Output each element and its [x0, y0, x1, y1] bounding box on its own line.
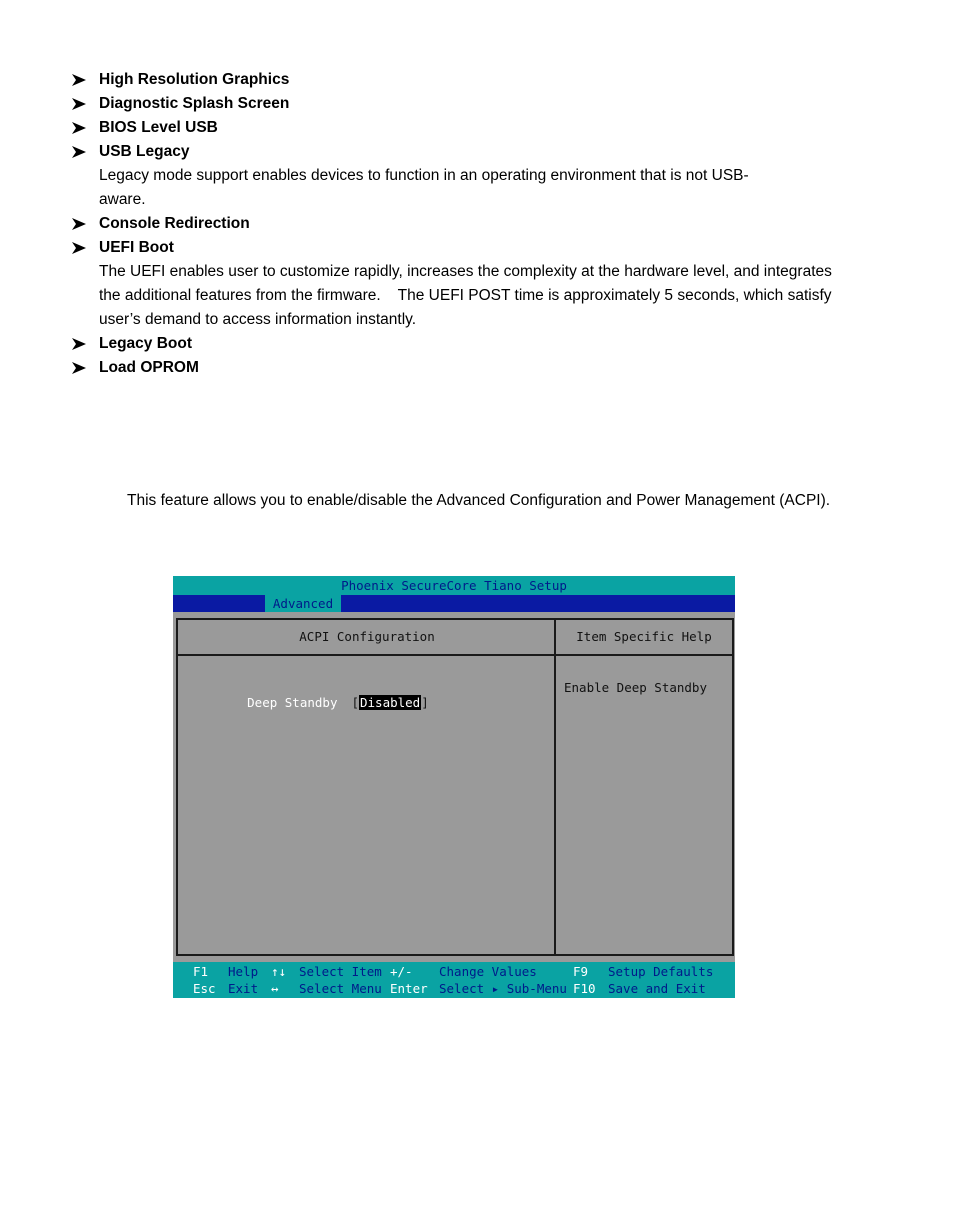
key-desc: Help: [228, 964, 259, 979]
feature-list: [72, 68, 852, 380]
key-legend-row: [173, 963, 735, 980]
key-desc: Select ▸ Sub-Menu: [439, 981, 567, 996]
key-f10: F10: [573, 981, 596, 996]
key-desc: Change Values: [439, 964, 537, 979]
bios-key-legend: [173, 962, 735, 998]
bios-title-bar: Phoenix SecureCore Tiano Setup: [173, 576, 735, 595]
key-left-right: ↔: [271, 981, 279, 996]
arrow-bullet-icon: [72, 98, 86, 110]
list-item-title: High Resolution Graphics: [99, 71, 290, 88]
key-legend-row: [173, 980, 735, 997]
list-item: [72, 68, 852, 92]
list-item-title: Load OPROM: [99, 359, 199, 376]
help-panel-title: Item Specific Help: [556, 620, 732, 656]
option-row-deep-standby[interactable]: [202, 680, 429, 725]
list-item: [72, 92, 852, 116]
arrow-bullet-icon: [72, 122, 86, 134]
arrow-bullet-icon: [72, 338, 86, 350]
list-item: [72, 140, 852, 212]
key-f1: F1: [193, 964, 209, 979]
list-item: [72, 212, 852, 236]
help-text: Enable Deep Standby: [564, 680, 707, 695]
key-enter: Enter: [390, 981, 428, 996]
list-item-title: USB Legacy: [99, 143, 190, 160]
key-f9: F9: [573, 964, 589, 979]
key-desc: Setup Defaults: [608, 964, 714, 979]
list-item-description: Legacy mode support enables devices to function in an operating environment that is not USB-aware.: [99, 167, 749, 208]
list-item: [72, 236, 852, 332]
arrow-bullet-icon: [72, 242, 86, 254]
arrow-bullet-icon: [72, 146, 86, 158]
option-value[interactable]: [Disabled]: [351, 695, 429, 710]
key-plus-minus: +/-: [390, 964, 413, 979]
option-value-text: Disabled: [360, 695, 421, 710]
key-esc: Esc: [193, 981, 216, 996]
arrow-bullet-icon: [72, 362, 86, 374]
intro-paragraph: This feature allows you to enable/disable the Advanced Configuration and Power Management (ACPI).: [127, 492, 831, 509]
arrow-bullet-icon: [72, 74, 86, 86]
list-item-title: UEFI Boot: [99, 239, 174, 256]
list-item-title: BIOS Level USB: [99, 119, 218, 136]
bios-help-panel: [554, 618, 734, 956]
key-desc: Select Item: [299, 964, 382, 979]
list-item-description: The UEFI enables user to customize rapidly, increases the complexity at the hardware level, and integrates the additional features from the firmware. The UEFI POST time is approximately 5 seconds, which satisfy user’s demand to access information instantly.: [99, 263, 837, 328]
list-item: [72, 116, 852, 140]
list-item-title: Console Redirection: [99, 215, 250, 232]
list-item: [72, 332, 852, 356]
list-item-title: Diagnostic Splash Screen: [99, 95, 290, 112]
tab-advanced[interactable]: Advanced: [265, 595, 341, 612]
key-desc: Exit: [228, 981, 259, 996]
key-desc: Save and Exit: [608, 981, 706, 996]
key-desc: Select Menu: [299, 981, 382, 996]
list-item-title: Legacy Boot: [99, 335, 193, 352]
bios-screenshot: [173, 576, 735, 998]
key-up-down: ↑↓: [271, 964, 287, 979]
option-label: Deep Standby: [247, 695, 338, 710]
arrow-bullet-icon: [72, 218, 86, 230]
panel-title: ACPI Configuration: [178, 620, 556, 656]
bios-menu-bar: [173, 595, 735, 612]
list-item: [72, 356, 852, 380]
bios-main-panel: [176, 618, 556, 956]
